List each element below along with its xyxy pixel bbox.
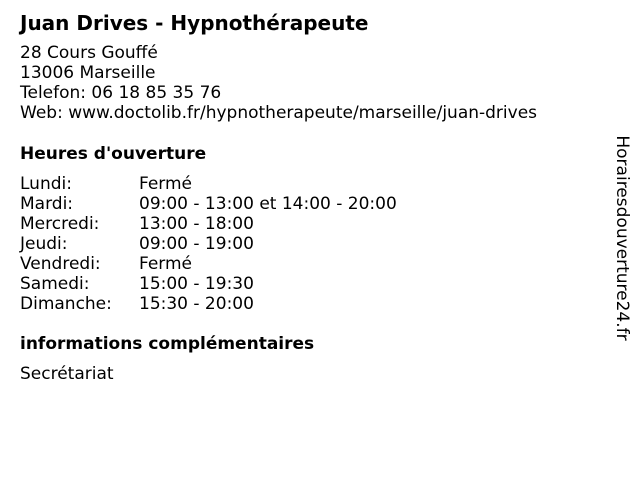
time-value: 15:30 - 20:00 <box>139 294 254 314</box>
day-label: Vendredi: <box>20 254 101 274</box>
day-label: Lundi: <box>20 174 72 194</box>
site-watermark: Horairesdouverture24.fr <box>612 135 632 341</box>
time-value: 09:00 - 13:00 et 14:00 - 20:00 <box>139 194 397 214</box>
additional-info-heading: informations complémentaires <box>20 334 315 354</box>
time-value: Fermé <box>139 174 193 194</box>
day-label: Mardi: <box>20 194 74 214</box>
time-value: 15:00 - 19:30 <box>139 274 254 294</box>
time-value: 09:00 - 19:00 <box>139 234 254 254</box>
opening-hours-heading: Heures d'ouverture <box>20 144 207 164</box>
additional-info-text: Secrétariat <box>20 364 114 384</box>
page-title: Juan Drives - Hypnothérapeute <box>20 11 369 35</box>
day-label: Mercredi: <box>20 214 100 234</box>
city-address: 13006 Marseille <box>20 63 156 83</box>
website-link[interactable]: Web: www.doctolib.fr/hypnotherapeute/marseille/juan-drives <box>20 103 538 123</box>
time-value: Fermé <box>139 254 193 274</box>
street-address: 28 Cours Gouffé <box>20 43 158 63</box>
day-label: Dimanche: <box>20 294 112 314</box>
address-block <box>20 43 537 123</box>
day-label: Jeudi: <box>20 234 68 254</box>
time-value: 13:00 - 18:00 <box>139 214 254 234</box>
phone-number: Telefon: 06 18 85 35 76 <box>20 83 222 103</box>
day-label: Samedi: <box>20 274 90 294</box>
